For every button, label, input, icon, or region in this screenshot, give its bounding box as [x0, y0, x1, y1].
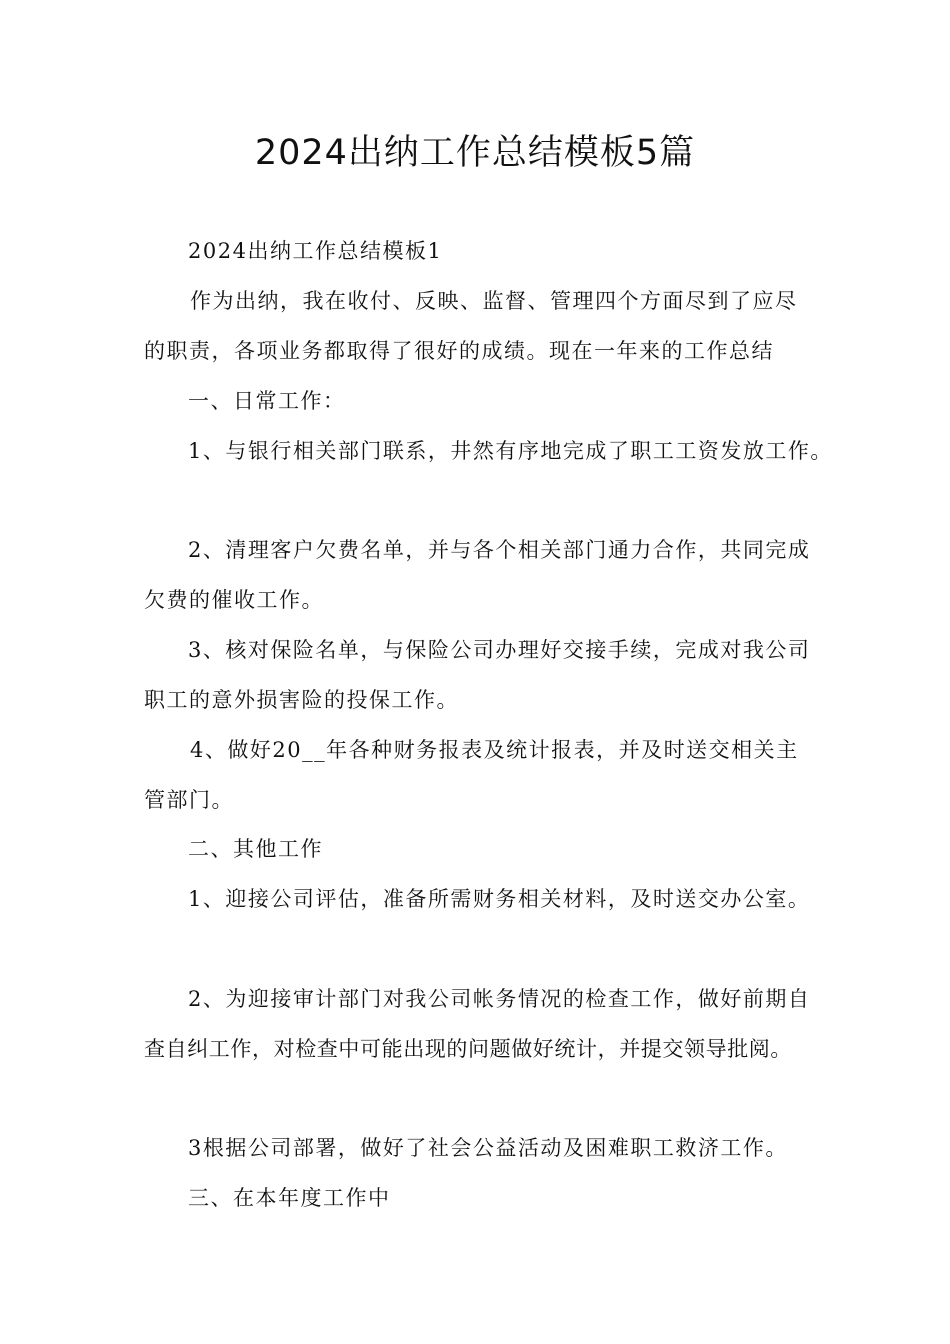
document-title: 2024出纳工作总结模板5篇 — [254, 133, 696, 173]
list-item: 3根据公司部署，做好了社会公益活动及困难职工救济工作。 — [188, 1136, 788, 1160]
list-item: 2、清理客户欠费名单，并与各个相关部门通力合作，共同完成 — [188, 538, 811, 562]
list-item: 4、做好20__年各种财务报表及统计报表，并及时送交相关主 — [190, 738, 799, 762]
section-heading: 二、其他工作 — [188, 837, 323, 861]
list-item: 1、迎接公司评估，准备所需财务相关材料，及时送交办公室。 — [188, 887, 811, 911]
paragraph-line: 作为出纳，我在收付、反映、监督、管理四个方面尽到了应尽 — [190, 289, 798, 313]
list-item: 2、为迎接审计部门对我公司帐务情况的检查工作，做好前期自 — [188, 987, 811, 1011]
paragraph-line: 查自纠工作，对检查中可能出现的问题做好统计，并提交领导批阅。 — [144, 1037, 792, 1061]
paragraph-line: 管部门。 — [144, 788, 234, 812]
list-item: 3、核对保险名单，与保险公司办理好交接手续，完成对我公司 — [188, 638, 811, 662]
paragraph-line: 欠费的催收工作。 — [144, 588, 324, 612]
list-item: 1、与银行相关部门联系，井然有序地完成了职工工资发放工作。 — [188, 439, 833, 463]
paragraph-line: 的职责，各项业务都取得了很好的成绩。现在一年来的工作总结 — [144, 339, 774, 363]
paragraph-line: 职工的意外损害险的投保工作。 — [144, 688, 459, 712]
section-heading: 三、在本年度工作中 — [188, 1186, 391, 1210]
section-heading: 一、日常工作： — [188, 389, 346, 413]
section-heading: 2024出纳工作总结模板1 — [188, 239, 443, 263]
